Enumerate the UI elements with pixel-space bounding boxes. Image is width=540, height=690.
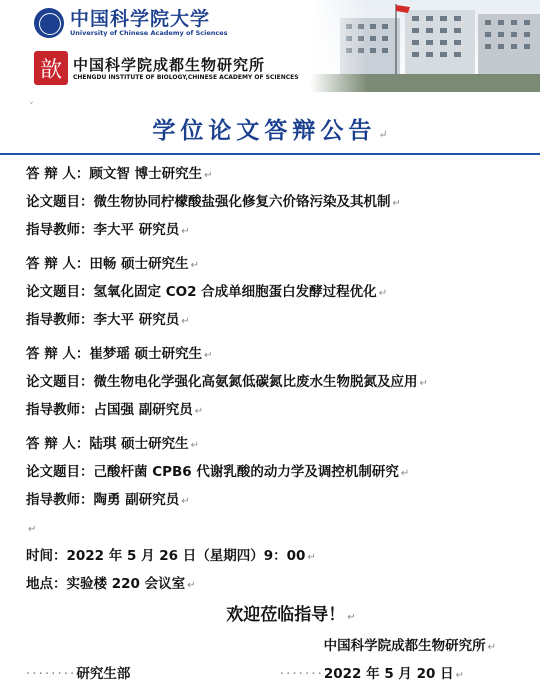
ucas-name-en: University of Chinese Academy of Sciences bbox=[70, 29, 228, 37]
campus-photo bbox=[310, 0, 540, 92]
page-title: 学位论文答辩公告 ↵ bbox=[152, 117, 388, 144]
thesis-topic: 微生物协同柠檬酸盐强化修复六价铬污染及其机制 bbox=[93, 194, 391, 210]
advisor: 李大平 研究员 bbox=[93, 312, 180, 328]
thesis-topic: 己酸杆菌 CPB6 代谢乳酸的动力学及调控机制研究 bbox=[93, 464, 399, 480]
speaker: 顾文智 博士研究生 bbox=[89, 166, 203, 182]
speaker: 陆琪 硕士研究生 bbox=[89, 436, 189, 452]
cib-name-cn: 中国科学院成都生物研究所 bbox=[73, 55, 266, 74]
organization-signature: 中国科学院成都生物研究所 ↵ bbox=[323, 638, 496, 654]
cib-name-en: CHENGDU INSTITUTE OF BIOLOGY,CHINESE ACADEMY OF SCIENCES bbox=[73, 73, 299, 81]
defense-entry: 答 辩 人：崔梦瑶 硕士研究生 ↵ 论文题目：微生物电化学强化高氨氮低碳氮比废水生物脱氮及应用 ↵ 指导教师：占国强 副研究员 ↵ bbox=[26, 346, 428, 418]
speaker: 崔梦瑶 硕士研究生 bbox=[89, 346, 203, 362]
defense-entry: 答 辩 人：陆琪 硕士研究生 ↵ 论文题目：己酸杆菌 CPB6 代谢乳酸的动力学及调控机制研究 ↵ 指导教师：陶勇 副研究员 ↵ bbox=[26, 436, 410, 508]
defense-entry: 答 辩 人：顾文智 博士研究生 ↵ 论文题目：微生物协同柠檬酸盐强化修复六价铬污染及其机制 ↵ 指导教师：李大平 研究员 ↵ bbox=[26, 166, 401, 238]
defense-time: 时间：2022 年 5 月 26 日（星期四）9：00 ↵ bbox=[26, 548, 316, 564]
thesis-topic: 微生物电化学强化高氨氮低碳氮比废水生物脱氮及应用 bbox=[93, 374, 418, 390]
ucas-name-cn: 中国科学院大学 bbox=[70, 8, 211, 30]
announcement-body: 答 辩 人：顾文智 博士研究生 ↵ 论文题目：微生物协同柠檬酸盐强化修复六价铬污染及其机制 ↵ 指导教师：李大平 研究员 ↵ 答 辩 人：田畅 硕士研究生 ↵ 论文题目：氢氧化固定 CO2 合成单细胞蛋白发酵过程优化 ↵ 指导教师：李大平 研究员 ↵ 答 辩 人：崔梦瑶 硕士研究生 ↵ 论文题目：微生物电化学强化高氨氮低碳氮比废水生物脱氮及应用 ↵ 指导教师：占国强 副研究员 ↵ 答 辩 人：陆琪 硕士研究生 ↵ 论文题目：己酸杆菌 CPB6 代谢乳酸的动力学及调控机制研究 ↵ 指导教师：陶勇 副研究员 ↵ ↵ 时间：2022 年 5 月 26 日（星期四）9：00 ↵ 地点：实验楼 220 会议室 ↵ 欢迎莅临指导！ ↵ 中国科学院成都生物研究所 ↵ ········研究生部 ·······2022 年 5 月 20 日 ↵ bbox=[26, 160, 526, 688]
issue-date: 2022 年 5 月 20 日 bbox=[323, 666, 454, 682]
cib-logo bbox=[34, 51, 299, 85]
cib-mark-icon: 歆 bbox=[34, 51, 68, 85]
ucas-logo bbox=[34, 8, 228, 38]
thesis-topic: 氢氧化固定 CO2 合成单细胞蛋白发酵过程优化 bbox=[93, 284, 377, 300]
defense-location: 地点：实验楼 220 会议室 ↵ bbox=[26, 576, 196, 592]
department: 研究生部 bbox=[76, 666, 131, 682]
header-banner bbox=[0, 0, 540, 100]
title-divider bbox=[0, 153, 540, 155]
speaker: 田畅 硕士研究生 bbox=[89, 256, 189, 272]
ucas-seal-icon bbox=[34, 8, 64, 38]
advisor: 占国强 副研究员 bbox=[93, 402, 193, 418]
advisor: 陶勇 副研究员 bbox=[93, 492, 180, 508]
advisor: 李大平 研究员 bbox=[93, 222, 180, 238]
welcome-text: 欢迎莅临指导！ ↵ bbox=[226, 605, 356, 625]
defense-entry: 答 辩 人：田畅 硕士研究生 ↵ 论文题目：氢氧化固定 CO2 合成单细胞蛋白发酵过程优化 ↵ 指导教师：李大平 研究员 ↵ bbox=[26, 256, 388, 328]
department-date: ········研究生部 ·······2022 年 5 月 20 日 ↵ bbox=[26, 666, 464, 682]
